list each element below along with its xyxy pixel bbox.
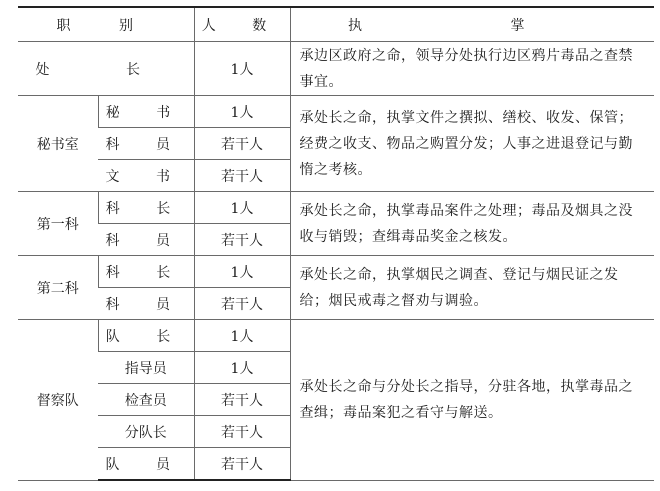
position-member: 队 员 (98, 448, 194, 481)
group-inspection: 督察队 (18, 320, 98, 481)
count-scribe: 若干人 (194, 160, 290, 192)
count-clerk: 若干人 (194, 128, 290, 160)
count-section1-head: 1人 (194, 192, 290, 224)
position-squad-leader: 分队长 (98, 416, 194, 448)
count-secretary: 1人 (194, 96, 290, 128)
header-position: 职 别 (18, 7, 194, 42)
position-secretary: 秘 书 (98, 96, 194, 128)
header-row (18, 7, 654, 42)
position-chief: 处 长 (18, 42, 194, 96)
group-secretariat: 秘书室 (18, 96, 98, 192)
position-section2-clerk: 科 员 (98, 288, 194, 320)
position-instructor: 指导员 (98, 352, 194, 384)
table-row-section2-1 (18, 256, 654, 288)
table-row-chief (18, 42, 654, 96)
position-captain: 队 长 (98, 320, 194, 352)
count-instructor: 1人 (194, 352, 290, 384)
position-clerk: 科 员 (98, 128, 194, 160)
duty-secretariat: 承处长之命，执掌文件之撰拟、缮校、收发、保管；经费之收支、物品之购置分发；人事之进退登记与勤惰之考核。 (290, 96, 654, 192)
organization-table (18, 6, 654, 481)
count-chief: 1人 (194, 42, 290, 96)
header-count: 人 数 (194, 7, 290, 42)
count-section1-clerk: 若干人 (194, 224, 290, 256)
count-section2-clerk: 若干人 (194, 288, 290, 320)
position-section2-head: 科 长 (98, 256, 194, 288)
position-inspector: 检查员 (98, 384, 194, 416)
table-row-inspection-1 (18, 320, 654, 352)
position-section1-clerk: 科 员 (98, 224, 194, 256)
position-scribe: 文 书 (98, 160, 194, 192)
position-section1-head: 科 长 (98, 192, 194, 224)
duty-section1: 承处长之命，执掌毒品案件之处理；毒品及烟具之没收与销毁；查缉毒品奖金之核发。 (290, 192, 654, 256)
table-row-secretariat-1 (18, 96, 654, 128)
duty-inspection: 承处长之命与分处长之指导，分驻各地，执掌毒品之查缉；毒品案犯之看守与解送。 (290, 320, 654, 481)
count-captain: 1人 (194, 320, 290, 352)
count-section2-head: 1人 (194, 256, 290, 288)
duty-section2: 承处长之命，执掌烟民之调查、登记与烟民证之发给；烟民戒毒之督劝与调验。 (290, 256, 654, 320)
group-section2: 第二科 (18, 256, 98, 320)
count-member: 若干人 (194, 448, 290, 481)
header-duty: 执 掌 (290, 7, 654, 42)
duty-chief: 承边区政府之命，领导分处执行边区鸦片毒品之查禁事宜。 (290, 42, 654, 96)
count-squad-leader: 若干人 (194, 416, 290, 448)
count-inspector: 若干人 (194, 384, 290, 416)
table-row-section1-1 (18, 192, 654, 224)
group-section1: 第一科 (18, 192, 98, 256)
